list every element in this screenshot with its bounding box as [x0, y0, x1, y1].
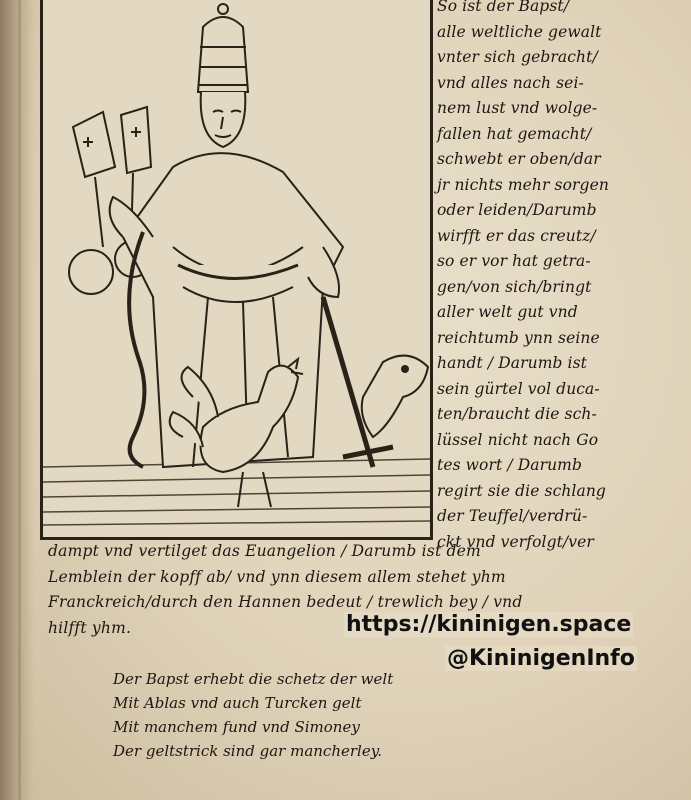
- side-line: oder leiden/Darumb: [437, 201, 597, 219]
- paragraph-line: hilfft yhm.: [48, 618, 132, 637]
- watermark-handle-text: @KininigenInfo: [447, 646, 635, 671]
- side-line: reichtumb ynn seine: [437, 328, 600, 347]
- side-line: fallen hat gemacht/: [437, 124, 592, 143]
- side-line: tes wort / Darumb: [437, 456, 582, 474]
- verse-line: Mit manchem fund vnd Simoney: [113, 718, 360, 736]
- pope-woodcut-drawing: [43, 0, 430, 537]
- side-line: alle weltliche gewalt: [437, 22, 602, 41]
- side-line: sein gürtel vol duca-: [437, 379, 600, 398]
- watermark-handle: [445, 646, 637, 671]
- lamb: [362, 356, 428, 437]
- woodcut-illustration: [40, 0, 433, 540]
- side-line: schwebt er oben/dar: [437, 150, 601, 168]
- side-line: ckt vnd verfolgt/ver: [437, 532, 594, 551]
- side-line: nem lust vnd wolge-: [437, 99, 598, 117]
- side-line: gen/von sich/bringt: [437, 277, 592, 296]
- side-line: jr nichts mehr sorgen: [437, 175, 609, 194]
- side-line: regirt sie die schlang: [437, 481, 606, 500]
- verse-line: Der geltstrick sind gar mancherley.: [113, 742, 382, 760]
- watermark-url-text: https://kininigen.space: [346, 612, 632, 637]
- paragraph-line: Franckreich/durch den Hannen bedeut / trewlich bey / vnd: [48, 593, 523, 611]
- verse-line: Mit Ablas vnd auch Turcken gelt: [113, 694, 362, 712]
- verse-line: Der Bapst erhebt die schetz der welt: [113, 670, 394, 688]
- verse-block: [113, 667, 533, 763]
- page-fold: [18, 0, 21, 800]
- side-line: wirfft er das creutz/: [437, 226, 596, 245]
- side-line: aller welt gut vnd: [437, 303, 578, 321]
- paragraph-line: Lemblein der kopff ab/ vnd ynn diesem allem stehet yhm: [48, 567, 506, 586]
- paragraph-line: dampt vnd vertilget das Euangelion / Darumb ist dem: [48, 542, 481, 560]
- side-text-column: [437, 0, 691, 555]
- watermark-url: [344, 612, 633, 637]
- side-line: ten/braucht die sch-: [437, 405, 597, 423]
- side-line: handt / Darumb ist: [437, 354, 587, 372]
- page-gutter-shadow: [0, 0, 34, 800]
- side-line: vnd alles nach sei-: [437, 73, 584, 92]
- side-line: vnter sich gebracht/: [437, 48, 598, 66]
- side-line: der Teuffel/verdrü-: [437, 507, 588, 525]
- side-line: So ist der Bapst/: [437, 0, 570, 15]
- side-line: lüssel nicht nach Go: [437, 430, 599, 449]
- side-line: so er vor hat getra-: [437, 252, 591, 270]
